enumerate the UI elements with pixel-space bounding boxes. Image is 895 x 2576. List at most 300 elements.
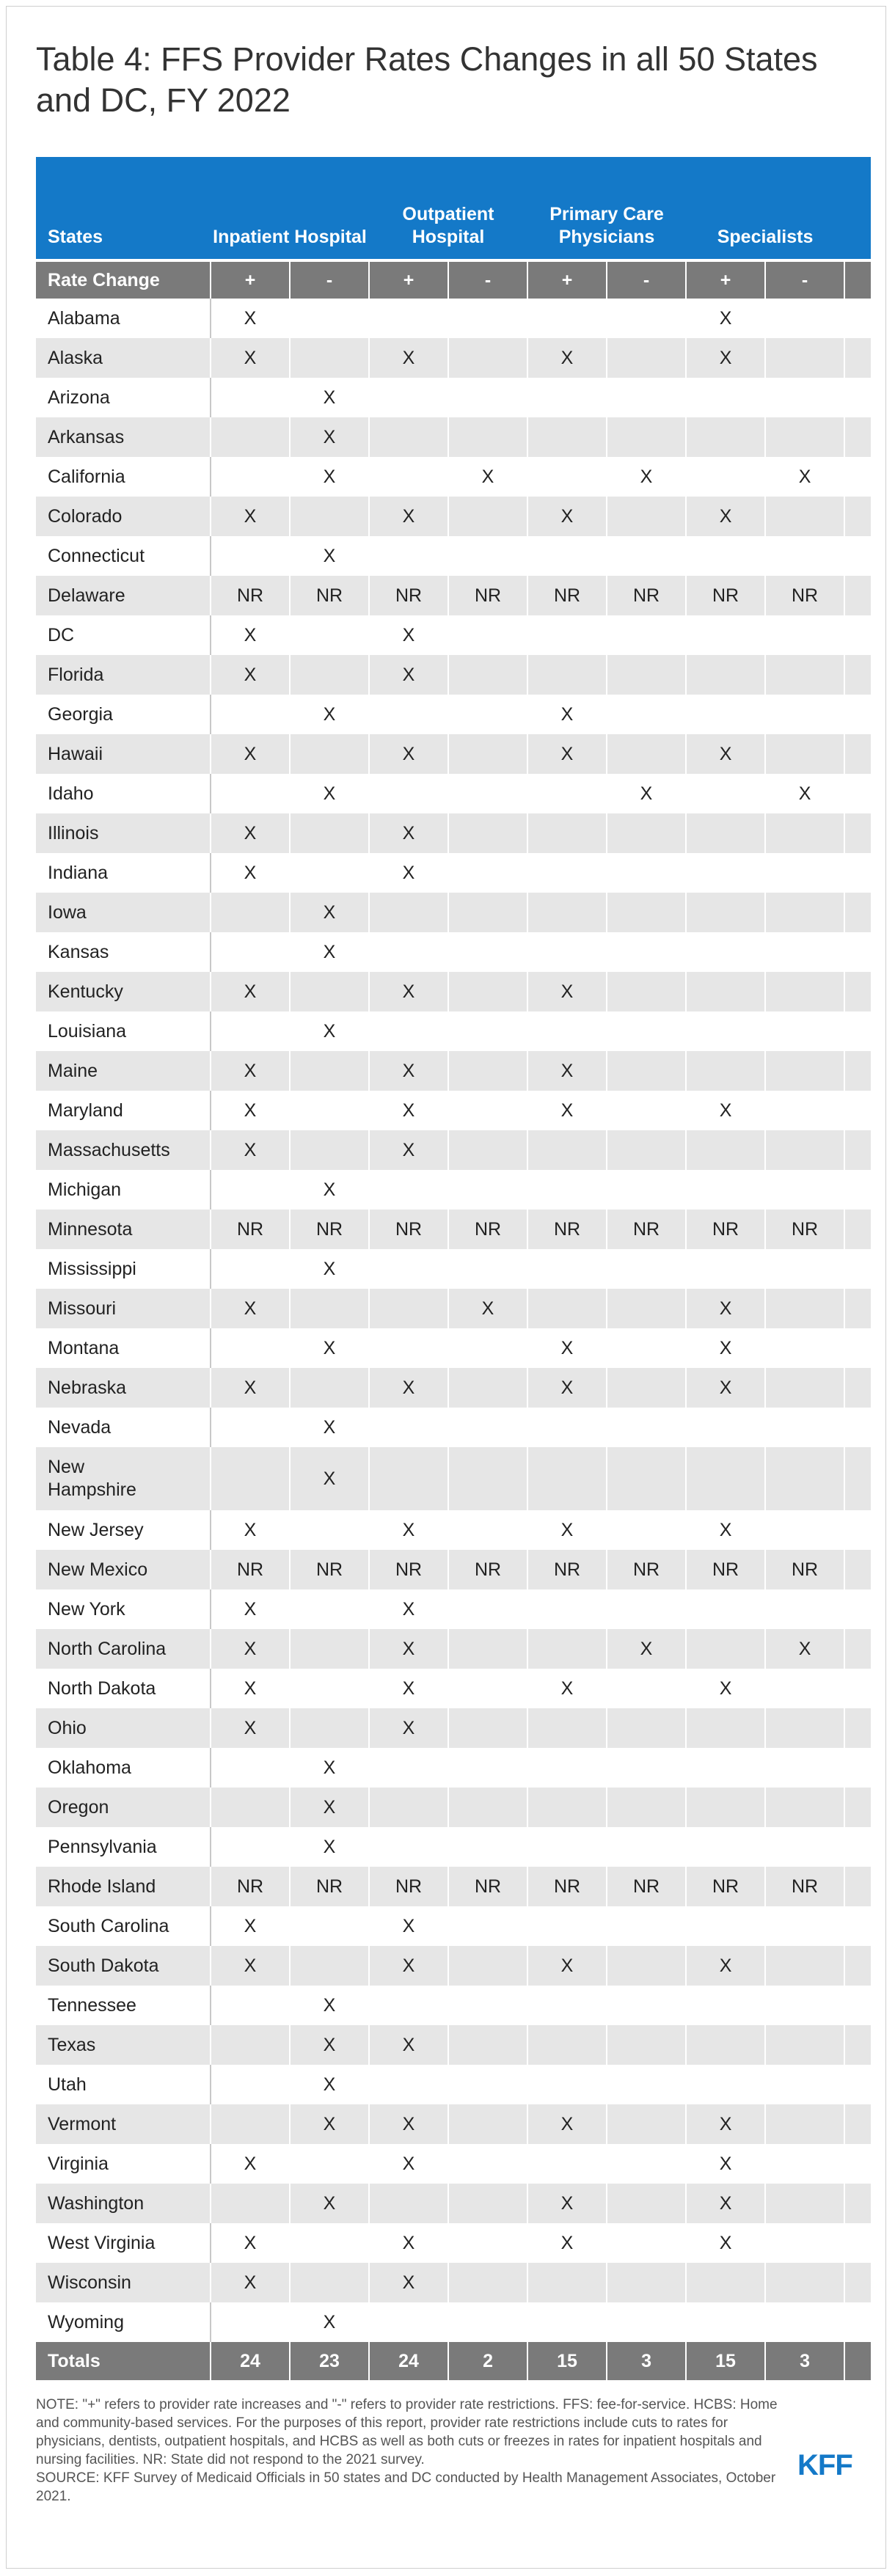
rate-cell <box>607 853 686 893</box>
rate-cell: X <box>211 299 290 338</box>
rate-cell: X <box>211 655 290 695</box>
totals-end-cell <box>844 2342 871 2380</box>
rate-cell <box>607 932 686 972</box>
rate-cell <box>369 457 448 497</box>
rate-cell: X <box>211 1130 290 1170</box>
row-end-cell <box>844 1827 871 1867</box>
rate-cell <box>527 1289 607 1328</box>
table-row <box>36 2104 871 2144</box>
state-name: Alaska <box>36 338 211 378</box>
rate-cell <box>527 1408 607 1447</box>
row-end-cell <box>844 1708 871 1748</box>
rate-cell: X <box>369 734 448 774</box>
rate-cell: NR <box>290 1210 369 1249</box>
state-name: Washington <box>36 2184 211 2223</box>
rate-cell <box>607 655 686 695</box>
rate-cell <box>607 299 686 338</box>
table-row <box>36 417 871 457</box>
row-end-cell <box>844 1130 871 1170</box>
rate-cell: X <box>369 813 448 853</box>
rate-cell <box>448 615 527 655</box>
rate-cell <box>686 1827 765 1867</box>
rate-cell: X <box>686 1328 765 1368</box>
rate-cell <box>527 2025 607 2065</box>
rate-cell <box>527 1827 607 1867</box>
row-end-cell <box>844 1669 871 1708</box>
rate-cell <box>448 1510 527 1550</box>
rate-cell <box>290 853 369 893</box>
rate-cell <box>607 1788 686 1827</box>
rate-cell <box>686 932 765 972</box>
state-name: North Carolina <box>36 1629 211 1669</box>
rate-cell <box>448 1748 527 1788</box>
rate-cell <box>211 1827 290 1867</box>
sign-header: + <box>527 260 607 299</box>
rate-cell <box>765 1051 844 1091</box>
rate-cell: NR <box>686 1210 765 1249</box>
table-row <box>36 378 871 417</box>
state-name: Connecticut <box>36 536 211 576</box>
rate-cell <box>369 695 448 734</box>
rate-cell <box>448 338 527 378</box>
rate-cell: NR <box>211 1210 290 1249</box>
rate-cell: X <box>527 1328 607 1368</box>
rate-cell <box>369 1986 448 2025</box>
state-name: Georgia <box>36 695 211 734</box>
rate-cell: X <box>686 2184 765 2223</box>
row-end-cell <box>844 2104 871 2144</box>
row-end-cell <box>844 1986 871 2025</box>
rate-cell: NR <box>765 1867 844 1906</box>
rate-cell <box>448 774 527 813</box>
table-row <box>36 2025 871 2065</box>
rate-cell: X <box>211 1906 290 1946</box>
rate-cell: NR <box>211 1867 290 1906</box>
rate-cell <box>290 1946 369 1986</box>
state-name: Kansas <box>36 932 211 972</box>
rate-cell <box>765 853 844 893</box>
row-end-cell <box>844 1011 871 1051</box>
rate-cell: X <box>527 1669 607 1708</box>
rate-cell: X <box>527 497 607 536</box>
state-name: New Mexico <box>36 1550 211 1589</box>
rate-cell <box>448 2025 527 2065</box>
rate-cell: NR <box>448 1210 527 1249</box>
table-row <box>36 1986 871 2025</box>
rate-cell <box>290 2263 369 2302</box>
rate-cell: X <box>527 695 607 734</box>
rate-cell: X <box>211 1510 290 1550</box>
table-row <box>36 1867 871 1906</box>
rate-cell <box>686 615 765 655</box>
rate-cell: X <box>686 1510 765 1550</box>
rate-cell <box>448 2104 527 2144</box>
rate-cell <box>686 417 765 457</box>
rate-cell <box>448 299 527 338</box>
table-row <box>36 813 871 853</box>
row-end-cell <box>844 1368 871 1408</box>
table-row <box>36 2144 871 2184</box>
rate-cell: X <box>211 338 290 378</box>
row-end-cell <box>844 1408 871 1447</box>
row-end-cell <box>844 1170 871 1210</box>
rate-cell <box>765 615 844 655</box>
rate-cell: X <box>290 774 369 813</box>
state-name: Kentucky <box>36 972 211 1011</box>
row-end-cell <box>844 615 871 655</box>
rate-cell: X <box>211 972 290 1011</box>
rate-cell <box>607 536 686 576</box>
rate-cell <box>448 893 527 932</box>
rate-cell <box>211 536 290 576</box>
rate-cell <box>448 1091 527 1130</box>
rate-cell: X <box>765 774 844 813</box>
rate-cell: X <box>290 2025 369 2065</box>
subheader-end-cell <box>844 260 871 299</box>
state-name: Nebraska <box>36 1368 211 1408</box>
table-row <box>36 893 871 932</box>
rate-cell <box>527 774 607 813</box>
rate-cell: X <box>290 695 369 734</box>
row-end-cell <box>844 774 871 813</box>
rate-cell: X <box>448 457 527 497</box>
rate-cell: X <box>290 2065 369 2104</box>
rate-cell <box>369 1011 448 1051</box>
header-end-cell <box>844 157 871 260</box>
rate-cell: X <box>369 2104 448 2144</box>
rate-cell <box>448 1447 527 1510</box>
sign-header: - <box>765 260 844 299</box>
state-name: New Jersey <box>36 1510 211 1550</box>
rate-cell <box>607 734 686 774</box>
rate-change-header: Rate Change <box>36 260 211 299</box>
rate-cell <box>211 774 290 813</box>
kff-logo: KFF <box>797 2449 852 2481</box>
rate-cell <box>448 1130 527 1170</box>
rate-cell: X <box>290 1788 369 1827</box>
rate-cell <box>527 1748 607 1788</box>
state-name: Texas <box>36 2025 211 2065</box>
rate-cell: X <box>290 1011 369 1051</box>
rate-cell <box>607 1986 686 2025</box>
subheader-row <box>36 260 871 299</box>
rate-cell: X <box>686 1091 765 1130</box>
rate-cell <box>290 1368 369 1408</box>
rate-cell: X <box>211 1589 290 1629</box>
rate-cell: X <box>211 1629 290 1669</box>
total-cell: 24 <box>211 2342 290 2380</box>
rate-cell: NR <box>369 1210 448 1249</box>
rate-cell <box>211 1408 290 1447</box>
rate-cell <box>607 417 686 457</box>
row-end-cell <box>844 2223 871 2263</box>
rate-cell: X <box>607 457 686 497</box>
rate-cell <box>686 1011 765 1051</box>
table-row <box>36 1051 871 1091</box>
rate-cell: X <box>369 1368 448 1408</box>
rate-cell <box>686 813 765 853</box>
rate-cell <box>290 1589 369 1629</box>
table-row <box>36 853 871 893</box>
rate-cell <box>448 1328 527 1368</box>
table-row <box>36 1946 871 1986</box>
rate-cell: X <box>290 893 369 932</box>
rate-cell <box>290 1091 369 1130</box>
rate-cell <box>211 1986 290 2025</box>
rate-cell: NR <box>369 1550 448 1589</box>
rate-cell <box>765 536 844 576</box>
rate-cell <box>686 2065 765 2104</box>
table-row <box>36 655 871 695</box>
rate-cell <box>448 1408 527 1447</box>
rate-cell: X <box>290 2104 369 2144</box>
rate-cell <box>527 1986 607 2025</box>
rate-cell <box>765 813 844 853</box>
row-end-cell <box>844 338 871 378</box>
total-cell: 23 <box>290 2342 369 2380</box>
rate-cell <box>686 1629 765 1669</box>
rate-cell <box>448 853 527 893</box>
state-name: Michigan <box>36 1170 211 1210</box>
row-end-cell <box>844 2302 871 2342</box>
rate-cell <box>211 695 290 734</box>
rate-cell <box>290 1906 369 1946</box>
table-row <box>36 1328 871 1368</box>
rate-cell <box>211 893 290 932</box>
rate-cell <box>686 1748 765 1788</box>
rate-cell: X <box>527 1510 607 1550</box>
rate-cell <box>686 853 765 893</box>
rate-cell: X <box>369 1051 448 1091</box>
rate-cell <box>448 1368 527 1408</box>
rate-cell <box>686 1788 765 1827</box>
table-row <box>36 1510 871 1550</box>
rate-cell <box>686 1130 765 1170</box>
rate-cell: X <box>211 615 290 655</box>
state-name: Idaho <box>36 774 211 813</box>
state-name: Maryland <box>36 1091 211 1130</box>
row-end-cell <box>844 1867 871 1906</box>
table-row <box>36 1011 871 1051</box>
row-end-cell <box>844 1091 871 1130</box>
rate-cell: X <box>527 2184 607 2223</box>
rate-cell <box>290 972 369 1011</box>
total-cell: 3 <box>765 2342 844 2380</box>
table-notes <box>36 2396 799 2506</box>
rate-cell <box>607 1289 686 1328</box>
rate-cell <box>290 1130 369 1170</box>
rate-cell <box>369 1748 448 1788</box>
state-name: Colorado <box>36 497 211 536</box>
table-row <box>36 1708 871 1748</box>
rate-cell <box>765 893 844 932</box>
row-end-cell <box>844 1249 871 1289</box>
table-row <box>36 932 871 972</box>
rate-cell: NR <box>448 576 527 615</box>
rate-cell <box>369 299 448 338</box>
rate-cell <box>686 1589 765 1629</box>
rate-cell: X <box>369 1589 448 1629</box>
rate-cell <box>686 1170 765 1210</box>
row-end-cell <box>844 2184 871 2223</box>
rate-cell: X <box>211 1368 290 1408</box>
row-end-cell <box>844 417 871 457</box>
rate-cell <box>527 1708 607 1748</box>
rate-cell <box>290 497 369 536</box>
rate-cell: NR <box>686 576 765 615</box>
rate-cell: NR <box>686 1867 765 1906</box>
state-name: Utah <box>36 2065 211 2104</box>
rate-cell <box>527 457 607 497</box>
state-name: Hawaii <box>36 734 211 774</box>
rate-cell: X <box>211 2263 290 2302</box>
rate-cell <box>765 2223 844 2263</box>
rate-cell: X <box>290 1827 369 1867</box>
state-name: Wisconsin <box>36 2263 211 2302</box>
state-name: South Dakota <box>36 1946 211 1986</box>
state-name: Oregon <box>36 1788 211 1827</box>
row-end-cell <box>844 2263 871 2302</box>
rate-cell <box>369 1408 448 1447</box>
state-name: Mississippi <box>36 1249 211 1289</box>
rate-cell: X <box>686 1368 765 1408</box>
sign-header: - <box>607 260 686 299</box>
rate-cell <box>448 2263 527 2302</box>
rate-cell <box>369 1827 448 1867</box>
rate-cell <box>290 1510 369 1550</box>
state-name: Missouri <box>36 1289 211 1328</box>
rate-cell <box>686 972 765 1011</box>
table-row <box>36 2065 871 2104</box>
table-row <box>36 1748 871 1788</box>
rate-cell <box>290 655 369 695</box>
rate-cell <box>765 1669 844 1708</box>
rate-cell <box>765 1827 844 1867</box>
table-row <box>36 1170 871 1210</box>
source-text: SOURCE: KFF Survey of Medicaid Officials in 50 states and DC conducted by Health Management Associates, October 2021. <box>36 2470 776 2504</box>
rate-cell: X <box>211 734 290 774</box>
rate-cell: X <box>290 1986 369 2025</box>
rate-cell: X <box>290 1447 369 1510</box>
group-header-outpatient: Outpatient Hospital <box>369 157 527 260</box>
sign-header: + <box>211 260 290 299</box>
rate-cell <box>607 2223 686 2263</box>
table-row <box>36 1368 871 1408</box>
table-row <box>36 497 871 536</box>
table-row <box>36 1669 871 1708</box>
rate-cell <box>765 1447 844 1510</box>
rate-cell: X <box>527 972 607 1011</box>
rate-cell <box>211 417 290 457</box>
row-end-cell <box>844 932 871 972</box>
rate-cell <box>607 972 686 1011</box>
rate-cell: X <box>448 1289 527 1328</box>
rate-cell: X <box>369 497 448 536</box>
table-row <box>36 615 871 655</box>
rate-cell <box>369 378 448 417</box>
rate-cell <box>448 536 527 576</box>
rate-cell <box>290 615 369 655</box>
rate-cell <box>527 1011 607 1051</box>
rate-cell: X <box>369 2263 448 2302</box>
rate-cell <box>607 1827 686 1867</box>
rate-cell <box>607 1589 686 1629</box>
rate-cell <box>211 378 290 417</box>
rate-cell: NR <box>290 576 369 615</box>
rate-cell: X <box>686 734 765 774</box>
rate-cell: X <box>211 497 290 536</box>
rate-cell: NR <box>527 1867 607 1906</box>
rate-cell: X <box>527 1051 607 1091</box>
sign-header: - <box>448 260 527 299</box>
rate-cell <box>448 1589 527 1629</box>
rate-cell <box>211 1788 290 1827</box>
rate-cell <box>211 2065 290 2104</box>
rate-cell <box>211 2104 290 2144</box>
rate-cell: NR <box>765 1210 844 1249</box>
rate-cell <box>527 1170 607 1210</box>
rate-cell: NR <box>527 1210 607 1249</box>
rate-cell: NR <box>211 1550 290 1589</box>
table-row <box>36 1091 871 1130</box>
state-name: Montana <box>36 1328 211 1368</box>
rate-cell: X <box>211 1091 290 1130</box>
table-row <box>36 695 871 734</box>
state-name: Tennessee <box>36 1986 211 2025</box>
state-name: DC <box>36 615 211 655</box>
state-name: Nevada <box>36 1408 211 1447</box>
rate-cell: X <box>369 615 448 655</box>
row-end-cell <box>844 1051 871 1091</box>
state-name: Iowa <box>36 893 211 932</box>
rate-cell <box>765 1589 844 1629</box>
row-end-cell <box>844 1906 871 1946</box>
rate-cell: X <box>369 1708 448 1748</box>
rate-cell <box>448 1051 527 1091</box>
rate-cell <box>765 1408 844 1447</box>
rate-cell <box>765 1130 844 1170</box>
state-name: Maine <box>36 1051 211 1091</box>
rate-cell <box>765 2302 844 2342</box>
rate-cell <box>527 1130 607 1170</box>
rate-cell <box>765 1986 844 2025</box>
rate-cell <box>607 1669 686 1708</box>
rate-cell: X <box>686 299 765 338</box>
rate-cell: X <box>686 497 765 536</box>
rate-cell <box>290 1051 369 1091</box>
rate-cell <box>765 2184 844 2223</box>
table-row <box>36 1906 871 1946</box>
rate-cell <box>607 2263 686 2302</box>
state-name: Rhode Island <box>36 1867 211 1906</box>
states-header: States <box>36 157 211 260</box>
rate-cell <box>607 1748 686 1788</box>
rate-cell <box>607 2144 686 2184</box>
rate-cell <box>765 1788 844 1827</box>
rate-cell <box>765 1091 844 1130</box>
rate-cell: NR <box>527 1550 607 1589</box>
state-name: Vermont <box>36 2104 211 2144</box>
rate-cell <box>527 615 607 655</box>
rate-cell <box>686 655 765 695</box>
state-name: Illinois <box>36 813 211 853</box>
row-end-cell <box>844 457 871 497</box>
rate-cell: X <box>527 1091 607 1130</box>
rate-cell <box>369 1170 448 1210</box>
table-row <box>36 774 871 813</box>
table-row <box>36 299 871 338</box>
rate-cell: X <box>211 1946 290 1986</box>
